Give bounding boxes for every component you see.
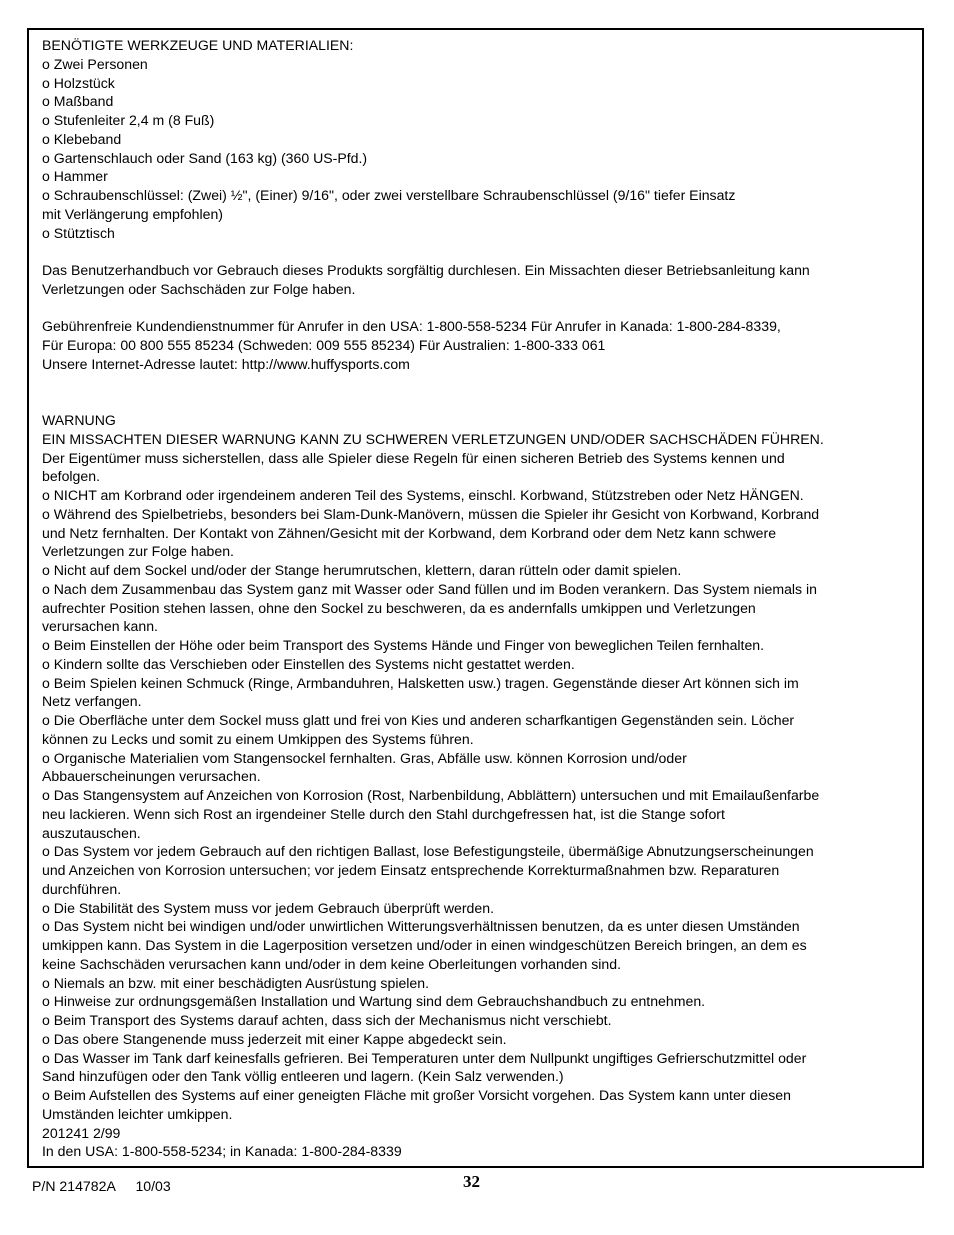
warning-line: o Kindern sollte das Verschieben oder Einstellen des Systems nicht gestattet werden. xyxy=(42,655,575,672)
warning-line: o Das System nicht bei windigen und/oder unwirtlichen Witterungsverhältnissen benutzen, da es unter diesen Umständen xyxy=(42,918,800,935)
warning-line: umkippen kann. Das System in die Lagerposition versetzen und/oder in einen windgeschützen Bereich bringen, an dem es xyxy=(42,937,807,953)
warning-line: o Das Stangensystem auf Anzeichen von Korrosion (Rost, Narbenbildung, Abblättern) untersuchen und mit Emailaußenfarbe xyxy=(42,787,820,803)
warning-line: o Nicht auf dem Sockel und/oder der Stange herumrutschen, klettern, daran rütteln oder damit spielen. xyxy=(42,562,682,578)
warning-line: o Die Stabilität des System muss vor jedem Gebrauch überprüft werden. xyxy=(42,899,494,916)
list-item: o Stütztisch xyxy=(42,224,115,241)
list-item: o Hammer xyxy=(42,168,108,185)
warning-line: befolgen. xyxy=(42,468,100,485)
page-number: 32 xyxy=(463,1172,480,1191)
warning-line: auszutauschen. xyxy=(42,824,141,841)
contact-line: Unsere Internet-Adresse lautet: http://www.huffysports.com xyxy=(42,355,410,372)
warning-title: WARNUNG xyxy=(42,412,116,428)
warning-section xyxy=(42,411,917,1161)
warning-line: Abbauerscheinungen verursachen. xyxy=(42,768,261,785)
warning-line: 201241 2/99 xyxy=(42,1124,121,1141)
warning-line: verursachen kann. xyxy=(42,618,158,635)
warning-line: o NICHT am Korbrand oder irgendeinem anderen Teil des Systems, einschl. Korbwand, Stützstreben oder Netz HÄNGEN. xyxy=(42,487,804,503)
tools-list xyxy=(42,55,917,243)
warning-line: o Beim Spielen keinen Schmuck (Ringe, Armbanduhren, Halsketten usw.) tragen. Gegenstände dieser Art können sich im xyxy=(42,674,799,691)
notice-line: Verletzungen oder Sachschäden zur Folge haben. xyxy=(42,280,356,297)
contact-line: Für Europa: 00 800 555 85234 (Schweden: 009 555 85234) Für Australien: 1-800-333 061 xyxy=(42,337,606,353)
warning-line: o Beim Aufstellen des Systems auf einer geneigten Fläche mit großer Vorsicht vorgehen. Das System kann unter diesen xyxy=(42,1087,791,1103)
warning-line: Netz verfangen. xyxy=(42,693,142,710)
part-number: P/N 214782A xyxy=(32,1178,116,1194)
warning-line: und Anzeichen von Korrosion untersuchen; vor jedem Einsatz entsprechende Korrekturmaßnahmen bzw. Reparaturen xyxy=(42,862,780,878)
tools-heading: BENÖTIGTE WERKZEUGE UND MATERIALIEN: xyxy=(42,37,354,53)
warning-line: Verletzungen zur Folge haben. xyxy=(42,543,234,560)
notice-line: Das Benutzerhandbuch vor Gebrauch dieses Produkts sorgfältig durchlesen. Ein Missachten dieser Betriebsanleitung kann xyxy=(42,262,810,278)
warning-line: Sand hinzufügen oder den Tank völlig entleeren und lagern. (Kein Salz verwenden.) xyxy=(42,1068,564,1085)
warning-line: EIN MISSACHTEN DIESER WARNUNG KANN ZU SCHWEREN VERLETZUNGEN UND/ODER SACHSCHÄDEN FÜHREN. xyxy=(42,430,824,447)
warning-line: In den USA: 1-800-558-5234; in Kanada: 1-800-284-8339 xyxy=(42,1143,402,1160)
warning-line: durchführen. xyxy=(42,880,122,897)
list-item: mit Verlängerung empfohlen) xyxy=(42,205,223,222)
contact-line: Gebührenfreie Kundendienstnummer für Anrufer in den USA: 1-800-558-5234 Für Anrufer in Kanada: 1-800-284-8339, xyxy=(42,318,781,335)
list-item: o Maßband xyxy=(42,93,114,110)
warning-line: Umständen leichter umkippen. xyxy=(42,1105,233,1122)
warning-line: o Die Oberfläche unter dem Sockel muss glatt und frei von Kies und anderen scharfkantigen Gegenständen sein. Löcher xyxy=(42,712,795,728)
warning-line: aufrechter Position stehen lassen, ohne den Sockel zu beschweren, da es andernfalls umkippen und Verletzungen xyxy=(42,599,756,616)
footer-date: 10/03 xyxy=(135,1178,171,1194)
warning-line: o Niemals an bzw. mit einer beschädigten Ausrüstung spielen. xyxy=(42,974,430,991)
warning-line: o Beim Transport des Systems darauf achten, dass sich der Mechanismus nicht verschiebt. xyxy=(42,1012,612,1028)
list-item: o Stufenleiter 2,4 m (8 Fuß) xyxy=(42,112,215,128)
warning-line: können zu Lecks und somit zu einem Umkippen des Systems führen. xyxy=(42,730,474,747)
warning-line: o Beim Einstellen der Höhe oder beim Transport des Systems Hände und Finger von beweglichen Teilen fernhalten. xyxy=(42,637,765,653)
warning-line: o Das System vor jedem Gebrauch auf den richtigen Ballast, lose Befestigungsteile, übermäßige Abnutzungserscheinungen xyxy=(42,843,814,860)
warning-line: o Nach dem Zusammenbau das System ganz mit Wasser oder Sand füllen und im Boden verankern. Das System niemals in xyxy=(42,580,817,597)
warning-line: o Das Wasser im Tank darf keinesfalls gefrieren. Bei Temperaturen unter dem Nullpunkt ungiftiges Gefrierschutzmittel oder xyxy=(42,1049,807,1066)
contact-info xyxy=(42,317,917,373)
list-item: o Schraubenschlüssel: (Zwei) ½", (Einer) 9/16", oder zwei verstellbare Schraubenschlüssel (9/16" tiefer Einsatz xyxy=(42,187,736,203)
list-item: o Holzstück xyxy=(42,74,115,91)
document-body xyxy=(42,36,917,1161)
warning-line: neu lackieren. Wenn sich Rost an irgendeiner Stelle durch den Stahl durchgefressen hat, ist die Stange sofort xyxy=(42,805,725,822)
manual-notice xyxy=(42,261,917,299)
warning-line: o Organische Materialien vom Stangensockel fernhalten. Gras, Abfälle usw. können Korrosion und/oder xyxy=(42,749,687,766)
list-item: o Klebeband xyxy=(42,130,122,147)
warning-line: o Hinweise zur ordnungsgemäßen Installation und Wartung sind dem Gebrauchshandbuch zu entnehmen. xyxy=(42,993,706,1010)
warning-line: o Während des Spielbetriebs, besonders bei Slam-Dunk-Manövern, müssen die Spieler ihr Gesicht von Korbwand, Korbrand xyxy=(42,505,820,522)
warning-line: o Das obere Stangenende muss jederzeit mit einer Kappe abgedeckt sein. xyxy=(42,1030,507,1047)
list-item: o Zwei Personen xyxy=(42,55,148,72)
warning-line: Der Eigentümer muss sicherstellen, dass alle Spieler diese Regeln für einen sicheren Betrieb des Systems kennen und xyxy=(42,449,785,466)
warning-line: und Netz fernhalten. Der Kontakt von Zähnen/Gesicht mit der Korbwand, dem Korbrand oder dem Netz kann schwere xyxy=(42,524,777,541)
warning-line: keine Sachschäden verursachen kann und/oder in dem keine Oberleitungen vorhanden sind. xyxy=(42,955,622,972)
footer-part-number xyxy=(32,1177,171,1195)
list-item: o Gartenschlauch oder Sand (163 kg) (360 US-Pfd.) xyxy=(42,149,368,166)
